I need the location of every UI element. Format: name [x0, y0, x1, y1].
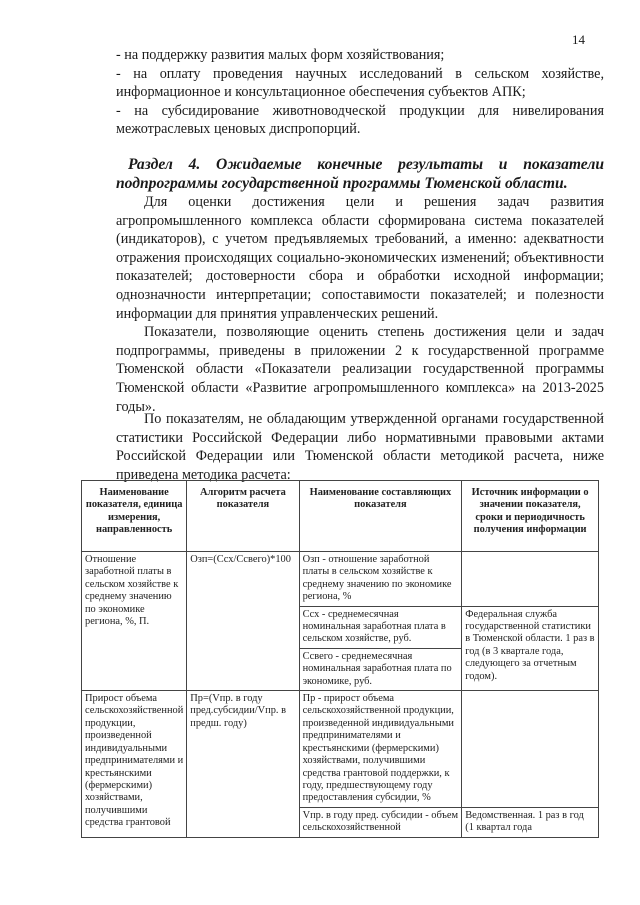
- table-cell: Отношение заработной платы в сельском хозяйстве к среднему значению по экономике региона, %, П.: [82, 552, 187, 691]
- table-cell: Ссвего - среднемесячная номинальная заработная плата по экономике, руб.: [299, 648, 462, 690]
- indicators-table: [81, 480, 599, 838]
- body-text: [116, 193, 604, 416]
- section-heading: Раздел 4. Ожидаемые конечные результаты и показатели подпрограммы государственной программы Тюменской области.: [116, 156, 604, 192]
- table-cell: [462, 552, 599, 607]
- table-cell: Ссх - среднемесячная номинальная заработная плата в сельском хозяйстве, руб.: [299, 606, 462, 648]
- header-cell: Источник информации о значении показателя, сроки и периодичность получения информации: [462, 481, 599, 552]
- methodics-paragraph: [116, 410, 604, 484]
- bullet-item: - на субсидирование животноводческой продукции для нивелирования межотраслевых ценовых диспропорций.: [116, 102, 604, 138]
- table-cell: Прирост объема сельскохозяйственной продукции, произведенной индивидуальными предпринимателями и крестьянскими (фермерскими) хозяйствами, получившими средства грантовой: [82, 691, 187, 837]
- table-cell: Федеральная служба государственной статистики в Тюменской области. 1 раз в год (в 3 квартале года, следующего за отчетным годом).: [462, 606, 599, 690]
- table-cell: Vпр. в году пред. субсидии - объем сельскохозяйственной: [299, 807, 462, 837]
- header-cell: Алгоритм расчета показателя: [187, 481, 299, 552]
- table-row: [82, 691, 599, 808]
- table-cell: Пр - прирост объема сельскохозяйственной продукции, произведенной индивидуальными предпринимателями и крестьянскими (фермерскими) хозяйствами, получившими средства грантовой поддержки, к году, предшествующему году предоставления субсидии, %: [299, 691, 462, 808]
- header-cell: Наименование составляющих показателя: [299, 481, 462, 552]
- table-header-row: [82, 481, 599, 552]
- table-cell: Пр=(Vпр. в году пред.субсидии/Vпр. в предш. году): [187, 691, 299, 837]
- paragraph: Для оценки достижения цели и решения задач развития агропромышленного комплекса области сформирована система показателей (индикаторов), с учетом предъявляемых требований, а именно: адекватности отражения происходящих социально-экономических изменений; объективности показателей; достоверности сбора и обработки исходной информации; однозначности интерпретации; сопоставимости показателей; и полезности информации для принятия управленческих решений.: [116, 194, 604, 322]
- table-cell: Озп=(Ссх/Ссвего)*100: [187, 552, 299, 691]
- bullet-item: - на поддержку развития малых форм хозяйствования;: [116, 47, 445, 63]
- header-cell: Наименование показателя, единица измерения, направленность: [82, 481, 187, 552]
- table-cell: [462, 691, 599, 808]
- bullet-item: - на оплату проведения научных исследований в сельском хозяйстве, информационное и консультационное обеспечения субъектов АПК;: [116, 65, 604, 101]
- paragraph: Показатели, позволяющие оценить степень достижения цели и задач подпрограммы, приведены в приложении 2 к государственной программе Тюменской области «Показатели реализации государственной программы Тюменской области «Развитие агропромышленного комплекса» на 2013-2025 годы».: [116, 324, 604, 415]
- paragraph: По показателям, не обладающим утвержденной органами государственной статистики Российской Федерации либо нормативными правовыми актами Российской Федерации или Тюменской области методикой расчета, ниже приведена методика расчета:: [116, 411, 604, 483]
- page-number: 14: [572, 32, 585, 47]
- table-cell: Озп - отношение заработной платы в сельском хозяйстве к среднему значению по экономике региона, %: [299, 552, 462, 607]
- table-row: [82, 552, 599, 607]
- bullet-list: [116, 46, 604, 139]
- table-cell: Ведомственная. 1 раз в год (1 квартал года: [462, 807, 599, 837]
